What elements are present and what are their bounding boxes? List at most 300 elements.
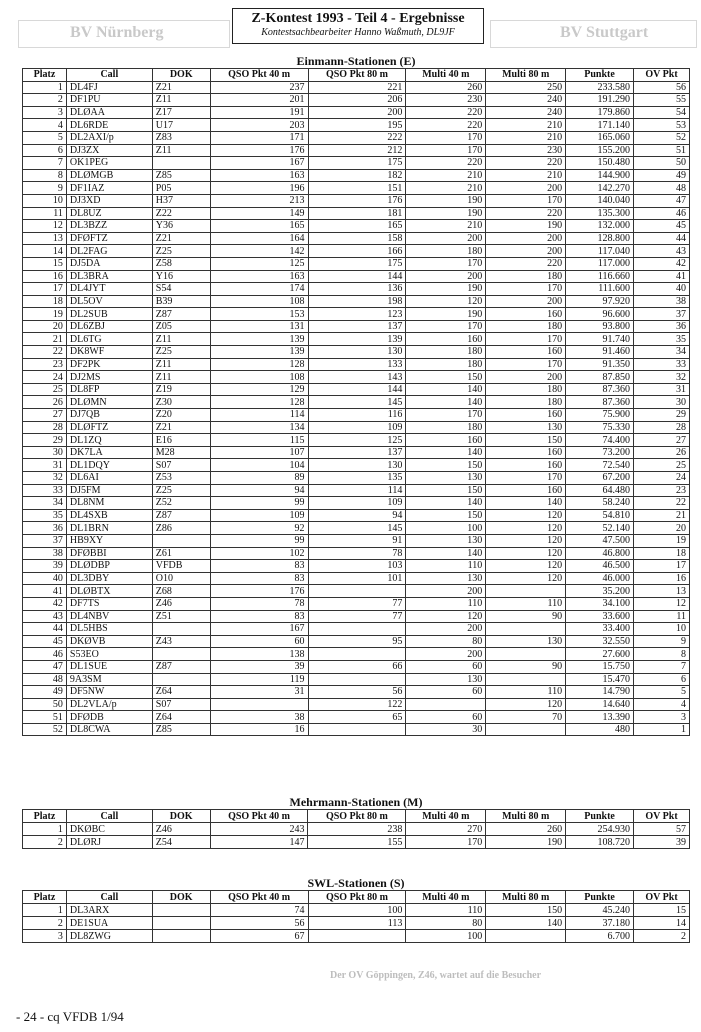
column-header: Call (66, 69, 152, 82)
table-cell: 6 (23, 144, 67, 157)
table-cell: 125 (308, 434, 406, 447)
table-cell (152, 648, 210, 661)
table-cell: 203 (210, 119, 308, 132)
table-cell: 160 (486, 409, 566, 422)
table-cell: DL8NM (66, 497, 152, 510)
table-cell: 145 (308, 396, 406, 409)
table-cell: 13 (23, 232, 67, 245)
table-cell: 52 (633, 131, 689, 144)
column-header: Punkte (566, 810, 634, 823)
table-cell: H37 (152, 194, 210, 207)
table-cell: 35 (23, 509, 67, 522)
table-cell: 14 (634, 917, 690, 930)
table-row (23, 917, 690, 930)
table-row (23, 459, 690, 472)
table-cell: 108 (210, 371, 308, 384)
table-row (23, 547, 690, 560)
table-cell: Z85 (152, 723, 210, 736)
table-row (23, 295, 690, 308)
table-cell: 130 (406, 534, 486, 547)
table-cell: 170 (406, 836, 486, 849)
table-cell: Z19 (152, 383, 210, 396)
table-cell: 37 (23, 534, 67, 547)
table-cell: Z43 (152, 635, 210, 648)
column-header: Platz (23, 891, 67, 904)
table-cell: 46 (633, 207, 689, 220)
table-cell: 150 (486, 434, 566, 447)
table-cell: S07 (152, 459, 210, 472)
table-cell: DL4FJ (66, 81, 152, 94)
column-header: Call (66, 810, 152, 823)
table-cell: 191.290 (566, 94, 634, 107)
table-cell: DL6TG (66, 333, 152, 346)
table-cell: 23 (23, 358, 67, 371)
table-cell: DL4SXB (66, 509, 152, 522)
table-row (23, 308, 690, 321)
table-cell: 49 (23, 686, 67, 699)
table-cell (152, 534, 210, 547)
table-cell: 200 (406, 585, 486, 598)
table-cell: 220 (406, 106, 486, 119)
table-cell: 130 (486, 421, 566, 434)
table-cell: Y16 (152, 270, 210, 283)
table-cell: 37 (633, 308, 689, 321)
table-cell (308, 585, 406, 598)
table-cell: 210 (486, 169, 566, 182)
table-cell: 87.850 (566, 371, 634, 384)
table-cell: 150 (406, 371, 486, 384)
table-cell: 75.330 (566, 421, 634, 434)
table-cell (152, 930, 210, 943)
table-cell: 34 (23, 497, 67, 510)
table-cell: 100 (406, 930, 486, 943)
table-cell: 200 (486, 232, 566, 245)
table-cell: Z52 (152, 497, 210, 510)
table-cell: 9 (633, 635, 689, 648)
table-cell: 120 (406, 295, 486, 308)
table-cell: 139 (210, 333, 308, 346)
table-cell: S07 (152, 698, 210, 711)
table-cell: DFØBBI (66, 547, 152, 560)
table-cell: 101 (308, 572, 406, 585)
table-row (23, 245, 690, 258)
table-cell: 238 (308, 823, 406, 836)
table-cell: 170 (406, 144, 486, 157)
table-cell: DL2FAG (66, 245, 152, 258)
table-cell: Z54 (152, 836, 210, 849)
table-cell: 200 (406, 270, 486, 283)
table-cell: 13.390 (566, 711, 634, 724)
table-cell: 134 (210, 421, 308, 434)
table-cell: 46.000 (566, 572, 634, 585)
table-cell: 110 (406, 560, 486, 573)
table-cell: O10 (152, 572, 210, 585)
table-cell: DJ3XD (66, 194, 152, 207)
table-cell: 5 (633, 686, 689, 699)
table-cell: 150 (486, 904, 566, 917)
table-row (23, 823, 690, 836)
table-cell: 2 (634, 930, 690, 943)
table-row (23, 904, 690, 917)
table-cell (152, 673, 210, 686)
table-cell: 180 (486, 396, 566, 409)
table-cell: 150 (406, 459, 486, 472)
table-cell: 145 (308, 522, 406, 535)
table-cell: 25 (633, 459, 689, 472)
table-cell: 97.920 (566, 295, 634, 308)
table-cell: 31 (633, 383, 689, 396)
table-cell: 139 (308, 333, 406, 346)
table-cell: DL2VLA/p (66, 698, 152, 711)
table-cell: 212 (308, 144, 406, 157)
table-cell: Z11 (152, 358, 210, 371)
table-cell: DL3ARX (66, 904, 152, 917)
table-cell: 140 (406, 396, 486, 409)
table-cell: 221 (308, 81, 406, 94)
table-cell: 31 (23, 459, 67, 472)
table-cell: 120 (486, 560, 566, 573)
table-cell: 7 (23, 157, 67, 170)
table-cell: 120 (406, 610, 486, 623)
table-cell (152, 157, 210, 170)
table-cell (210, 698, 308, 711)
table-cell: DF5NW (66, 686, 152, 699)
table-cell: 170 (406, 320, 486, 333)
table-cell: 140 (486, 917, 566, 930)
table-cell: 160 (486, 346, 566, 359)
table-cell: 191 (210, 106, 308, 119)
table-cell: 50 (633, 157, 689, 170)
table-cell: 111.600 (566, 283, 634, 296)
table-cell: 11 (23, 207, 67, 220)
table-cell: 160 (486, 484, 566, 497)
table-row (23, 232, 690, 245)
table-cell: 180 (406, 358, 486, 371)
table-cell: E16 (152, 434, 210, 447)
table-cell: 30 (633, 396, 689, 409)
table-cell: 57 (634, 823, 690, 836)
table-cell: 144 (308, 383, 406, 396)
table-cell: 83 (210, 572, 308, 585)
table-cell: 93.800 (566, 320, 634, 333)
table-cell: 49 (633, 169, 689, 182)
table-cell: 123 (308, 308, 406, 321)
table-cell: 210 (406, 169, 486, 182)
table-row (23, 472, 690, 485)
table-cell: 27.600 (566, 648, 634, 661)
table-row (23, 623, 690, 636)
table-cell: Z51 (152, 610, 210, 623)
table-cell: 30 (23, 446, 67, 459)
table-row (23, 572, 690, 585)
table-cell: 38 (633, 295, 689, 308)
table-cell (486, 585, 566, 598)
table-row (23, 635, 690, 648)
table-row (23, 930, 690, 943)
table-row (23, 660, 690, 673)
table-cell: 72.540 (566, 459, 634, 472)
table-cell: 260 (486, 823, 566, 836)
table-cell: DLØAA (66, 106, 152, 119)
table-cell: 28 (633, 421, 689, 434)
table-cell: 135 (308, 472, 406, 485)
table-cell: 140 (406, 497, 486, 510)
column-header: Multi 40 m (406, 810, 486, 823)
table-cell: 6 (633, 673, 689, 686)
table-cell: 60 (406, 660, 486, 673)
table-cell (406, 698, 486, 711)
table-cell: Z21 (152, 81, 210, 94)
swl-table (22, 890, 690, 943)
table-cell: 43 (23, 610, 67, 623)
table-cell: DL4JYT (66, 283, 152, 296)
table-row (23, 157, 690, 170)
table-cell: 20 (23, 320, 67, 333)
table-cell: 17 (633, 560, 689, 573)
table-cell: 220 (406, 157, 486, 170)
table-cell: 10 (23, 194, 67, 207)
table-cell: 7 (633, 660, 689, 673)
table-cell: 110 (406, 904, 486, 917)
table-row (23, 686, 690, 699)
table-cell: 109 (308, 421, 406, 434)
table-cell: DLØFTZ (66, 421, 152, 434)
table-cell: 56 (633, 81, 689, 94)
table-cell: 180 (486, 383, 566, 396)
table-cell: 80 (406, 635, 486, 648)
table-cell: 24 (633, 472, 689, 485)
table-cell: S54 (152, 283, 210, 296)
table-cell: 153 (210, 308, 308, 321)
table-row (23, 207, 690, 220)
table-cell: 13 (633, 585, 689, 598)
table-cell: 128.800 (566, 232, 634, 245)
table-cell: 3 (23, 930, 67, 943)
table-cell: 174 (210, 283, 308, 296)
table-cell: Z05 (152, 320, 210, 333)
table-cell: 190 (406, 283, 486, 296)
table-row (23, 698, 690, 711)
table-cell: DJ5DA (66, 257, 152, 270)
table-cell: 140 (406, 383, 486, 396)
mehrmann-title: Mehrmann-Stationen (M) (289, 795, 423, 809)
table-cell: 129 (210, 383, 308, 396)
table-row (23, 94, 690, 107)
table-row (23, 220, 690, 233)
table-cell: 90 (486, 610, 566, 623)
table-cell: 180 (406, 421, 486, 434)
table-cell: DK7LA (66, 446, 152, 459)
table-cell: 140 (486, 497, 566, 510)
table-cell: P05 (152, 182, 210, 195)
table-cell: 176 (210, 144, 308, 157)
table-cell: 22 (23, 346, 67, 359)
table-cell: 32.550 (566, 635, 634, 648)
table-cell: Z30 (152, 396, 210, 409)
table-cell: 9 (23, 182, 67, 195)
table-cell: 38 (210, 711, 308, 724)
table-cell: 171.140 (566, 119, 634, 132)
table-cell: DL8CWA (66, 723, 152, 736)
table-cell: 163 (210, 169, 308, 182)
column-header: Multi 40 m (406, 69, 486, 82)
table-row (23, 81, 690, 94)
table-cell: Z25 (152, 245, 210, 258)
table-row (23, 383, 690, 396)
table-cell: 1 (23, 904, 67, 917)
table-cell (486, 930, 566, 943)
table-cell: 220 (486, 257, 566, 270)
table-cell: DL3BRA (66, 270, 152, 283)
page-subtitle: Kontestsachbearbeiter Hanno Waßmuth, DL9JF (261, 27, 455, 38)
table-cell: B39 (152, 295, 210, 308)
table-cell: 130 (308, 346, 406, 359)
table-cell: DL2SUB (66, 308, 152, 321)
table-cell: HB9XY (66, 534, 152, 547)
table-row (23, 585, 690, 598)
table-cell: 14 (23, 245, 67, 258)
table-cell: 1 (23, 81, 67, 94)
table-cell: Z11 (152, 94, 210, 107)
table-cell: 1 (23, 823, 67, 836)
table-cell: 170 (486, 472, 566, 485)
table-cell: 170 (486, 194, 566, 207)
table-cell: 23 (633, 484, 689, 497)
table-cell: 30 (406, 723, 486, 736)
table-cell: 200 (406, 623, 486, 636)
column-header: DOK (152, 69, 210, 82)
table-cell: 150.480 (566, 157, 634, 170)
table-cell: 220 (406, 119, 486, 132)
column-header: QSO Pkt 40 m (210, 810, 308, 823)
table-cell: 77 (308, 610, 406, 623)
table-cell: 108.720 (566, 836, 634, 849)
table-cell: Z68 (152, 585, 210, 598)
table-cell: 34.100 (566, 597, 634, 610)
table-cell: 95 (308, 635, 406, 648)
table-cell: 14.640 (566, 698, 634, 711)
table-cell: 27 (633, 434, 689, 447)
table-row (23, 497, 690, 510)
table-cell: VFDB (152, 560, 210, 573)
table-cell: 54.810 (566, 509, 634, 522)
table-cell (486, 673, 566, 686)
table-cell: 47 (23, 660, 67, 673)
table-cell: 165.060 (566, 131, 634, 144)
table-row (23, 106, 690, 119)
table-cell: 122 (308, 698, 406, 711)
page-title: Z-Kontest 1993 - Teil 4 - Ergebnisse (251, 11, 465, 26)
table-cell: 60 (210, 635, 308, 648)
table-cell: 87.360 (566, 396, 634, 409)
table-row (23, 446, 690, 459)
table-cell: DFØFTZ (66, 232, 152, 245)
table-cell: M28 (152, 446, 210, 459)
table-cell: 20 (633, 522, 689, 535)
table-cell: 51 (23, 711, 67, 724)
table-cell: 42 (633, 257, 689, 270)
table-cell: 160 (486, 446, 566, 459)
table-cell: S53EO (66, 648, 152, 661)
table-cell: 54 (633, 106, 689, 119)
table-cell: 46 (23, 648, 67, 661)
table-cell: 128 (210, 396, 308, 409)
table-row (23, 522, 690, 535)
table-cell: DLØMN (66, 396, 152, 409)
table-cell: Z83 (152, 131, 210, 144)
table-cell: 67.200 (566, 472, 634, 485)
table-row (23, 434, 690, 447)
table-cell: Z87 (152, 660, 210, 673)
table-cell: DL8ZWG (66, 930, 152, 943)
table-cell: 120 (486, 509, 566, 522)
table-cell: 40 (633, 283, 689, 296)
table-cell: 158 (308, 232, 406, 245)
table-cell: 140.040 (566, 194, 634, 207)
table-cell: 160 (486, 459, 566, 472)
table-cell: 164 (210, 232, 308, 245)
table-cell: 144 (308, 270, 406, 283)
table-cell: 170 (406, 409, 486, 422)
table-cell: 39 (23, 560, 67, 573)
table-cell: Z58 (152, 257, 210, 270)
column-header: QSO Pkt 40 m (210, 891, 308, 904)
table-cell: 254.930 (566, 823, 634, 836)
table-cell: 2 (23, 917, 67, 930)
table-cell: 3 (633, 711, 689, 724)
table-cell: 50 (23, 698, 67, 711)
table-cell (308, 723, 406, 736)
table-row (23, 182, 690, 195)
table-cell: Z46 (152, 597, 210, 610)
table-cell: 18 (633, 547, 689, 560)
table-cell: Z22 (152, 207, 210, 220)
column-header: Call (66, 891, 152, 904)
table-cell: 206 (308, 94, 406, 107)
table-cell: 78 (308, 547, 406, 560)
table-cell: 175 (308, 257, 406, 270)
table-cell: 31 (210, 686, 308, 699)
table-row (23, 333, 690, 346)
column-header: Punkte (566, 891, 634, 904)
table-cell: Z64 (152, 711, 210, 724)
table-cell: DL3DBY (66, 572, 152, 585)
table-cell: 41 (633, 270, 689, 283)
table-cell: 21 (23, 333, 67, 346)
table-row (23, 169, 690, 182)
title-box (232, 8, 484, 44)
table-cell: DJ2MS (66, 371, 152, 384)
column-header: Multi 80 m (486, 891, 566, 904)
table-cell: 77 (308, 597, 406, 610)
table-cell: 210 (486, 119, 566, 132)
table-cell: DLØRJ (66, 836, 152, 849)
table-cell: 130 (486, 635, 566, 648)
table-cell: 3 (23, 106, 67, 119)
table-cell: 87.360 (566, 383, 634, 396)
table-cell: 108 (210, 295, 308, 308)
bg-heading-right: BV Stuttgart (560, 24, 649, 41)
table-cell: 67 (210, 930, 308, 943)
table-cell: 32 (23, 472, 67, 485)
table-cell: 220 (486, 157, 566, 170)
table-cell: 130 (308, 459, 406, 472)
table-row (23, 144, 690, 157)
photo-caption: Der OV Göppingen, Z46, wartet auf die Besucher (330, 970, 542, 981)
table-cell: 198 (308, 295, 406, 308)
table-cell: 64.480 (566, 484, 634, 497)
table-cell: 144.900 (566, 169, 634, 182)
